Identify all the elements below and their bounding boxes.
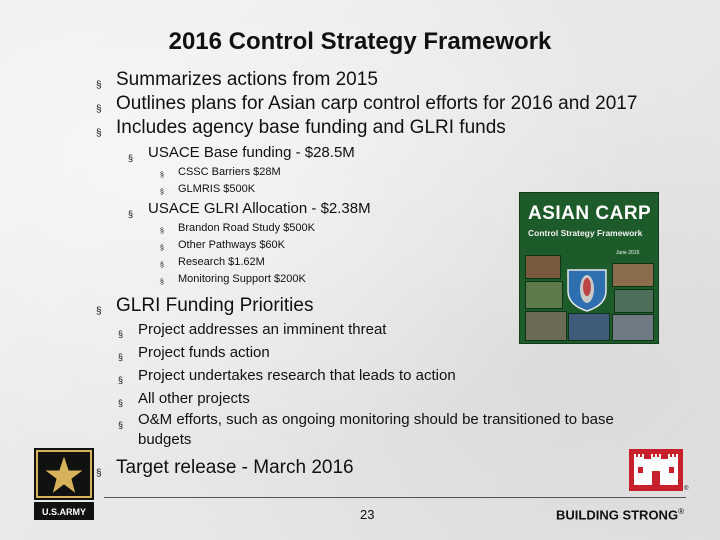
priority-item: § All other projects xyxy=(96,387,696,410)
bullet-item: § Outlines plans for Asian carp control efforts for 2016 and 2017 xyxy=(96,92,696,116)
bullet-item: § Includes agency base funding and GLRI funds xyxy=(96,116,696,140)
bullet-icon: § xyxy=(128,153,134,163)
cover-subtitle: Control Strategy Framework xyxy=(528,228,643,238)
bullet-icon: § xyxy=(118,352,124,362)
cover-photo xyxy=(612,263,654,287)
bullet-icon: § xyxy=(96,306,102,317)
bullet-icon: § xyxy=(118,329,124,339)
cover-photo xyxy=(612,314,654,341)
bullet-icon: § xyxy=(160,279,164,286)
tagline-registered-mark: ® xyxy=(678,507,684,516)
bullet-icon: § xyxy=(160,172,164,179)
priority-item: § Project undertakes research that leads to action xyxy=(96,364,696,387)
bullet-icon: § xyxy=(96,128,102,139)
sub-sub-bullet: § Research $1.62M xyxy=(96,254,696,271)
castle-registered-mark: ® xyxy=(684,486,689,492)
bullet-icon: § xyxy=(160,189,164,196)
priority-item: § Project addresses an imminent threat xyxy=(96,318,696,341)
sub-sub-bullet: § Other Pathways $60K xyxy=(96,237,696,254)
bullet-item: § Summarizes actions from 2015 xyxy=(96,68,696,92)
castle-logo-icon xyxy=(629,449,683,491)
bullet-icon: § xyxy=(118,398,124,408)
priority-item: § O&M efforts, such as ongoing monitoring should be transitioned to base budgets xyxy=(118,411,614,448)
army-logo-text: U.S.ARMY xyxy=(41,507,87,517)
sub-bullet-glri-allocation: § USACE GLRI Allocation - $2.38M xyxy=(96,198,696,220)
bullet-icon: § xyxy=(96,104,102,115)
page-number: 23 xyxy=(360,507,375,522)
bullet-icon: § xyxy=(160,245,164,252)
bullet-item-priorities: § GLRI Funding Priorities xyxy=(96,294,696,318)
cover-title: ASIAN CARP xyxy=(528,203,652,224)
bullet-icon: § xyxy=(128,209,134,219)
sub-sub-bullet: § CSSC Barriers $28M xyxy=(96,164,696,181)
cover-photo xyxy=(614,289,654,313)
cover-photo xyxy=(525,281,563,309)
priority-item: § Project funds action xyxy=(96,341,696,364)
cover-photo xyxy=(525,311,567,341)
cover-photo xyxy=(525,255,561,279)
cover-photo xyxy=(568,313,610,341)
sub-sub-bullet: § GLMRIS $500K xyxy=(96,181,696,198)
slide-title: 2016 Control Strategy Framework xyxy=(168,28,552,55)
sub-sub-bullet: § Brandon Road Study $500K xyxy=(96,220,696,237)
bullet-icon: § xyxy=(118,420,124,430)
bullet-item-target-release: § Target release - March 2016 xyxy=(96,456,696,480)
footer-tagline: BUILDING STRONG® xyxy=(556,507,684,523)
report-cover-image xyxy=(519,192,659,344)
bullet-icon: § xyxy=(96,80,102,91)
us-army-logo-icon xyxy=(34,448,94,526)
sub-bullet-base-funding: § USACE Base funding - $28.5M xyxy=(96,142,696,164)
bullet-icon: § xyxy=(118,375,124,385)
cover-date: June 2015 xyxy=(616,250,640,256)
shield-fish-icon xyxy=(564,267,610,313)
bullet-icon: § xyxy=(160,262,164,269)
bullet-icon: § xyxy=(96,468,102,479)
sub-sub-bullet: § Monitoring Support $200K xyxy=(96,271,696,288)
bullet-icon: § xyxy=(160,228,164,235)
footer-divider xyxy=(104,497,686,498)
